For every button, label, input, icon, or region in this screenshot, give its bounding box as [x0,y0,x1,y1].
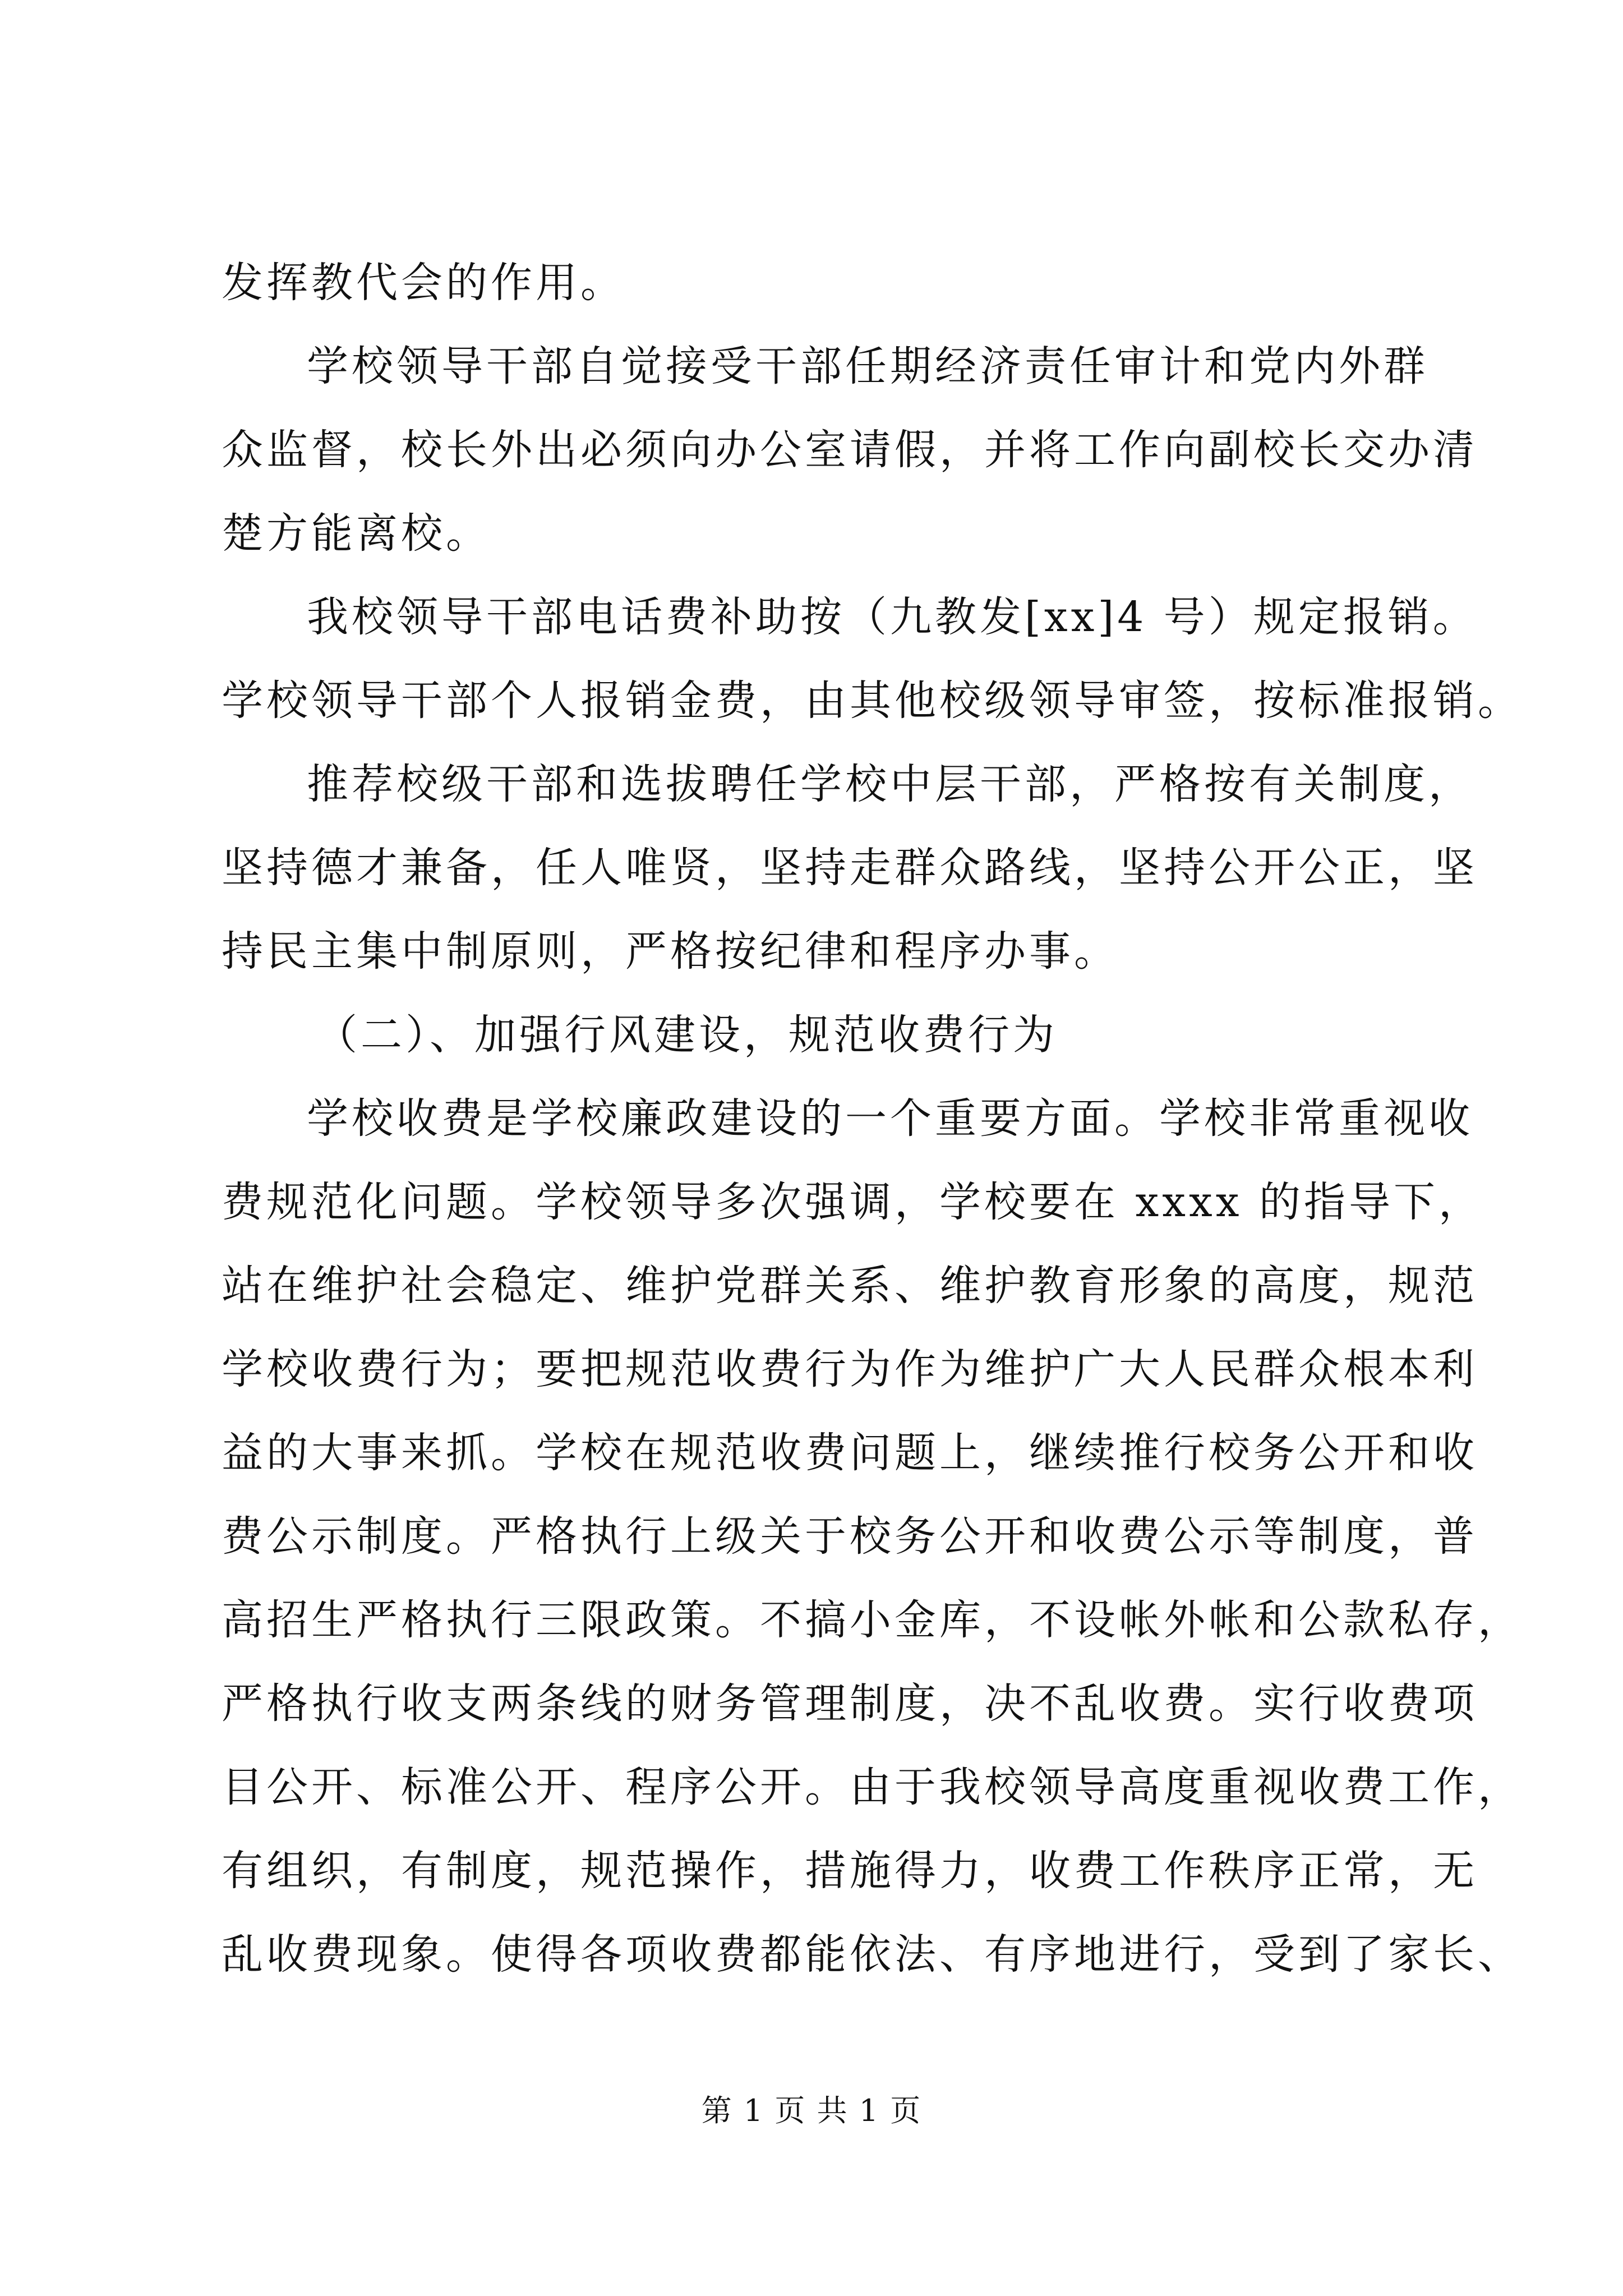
text-line-21: 乱收费现象。使得各项收费都能依法、有序地进行，受到了家长、 [222,1930,1523,1978]
section-heading: （二）、加强行风建设，规范收费行为 [316,1011,1058,1059]
text-line-19: 目公开、标准公开、程序公开。由于我校领导高度重视收费工作， [222,1763,1523,1811]
text-line-17: 高招生严格执行三限政策。不搞小金库，不设帐外帐和公款私存， [222,1596,1523,1644]
text-line-7: 推荐校级干部和选拔聘任学校中层干部，严格按有关制度， [307,760,1473,808]
text-line-8: 坚持德才兼备，任人唯贤，坚持走群众路线，坚持公开公正，坚 [222,844,1478,892]
text-line-20: 有组织，有制度，规范操作，措施得力，收费工作秩序正常，无 [222,1847,1478,1895]
text-line-12: 费规范化问题。学校领导多次强调，学校要在 xxxx 的指导下， [222,1178,1483,1226]
document-body [222,241,1523,1996]
text-line-14: 学校收费行为；要把规范收费行为作为维护广大人民群众根本利 [222,1345,1478,1393]
page-footer [0,2091,1623,2131]
text-line-5: 我校领导干部电话费补助按（九教发[xx]4 号）规定报销。 [307,593,1478,641]
text-line-4: 楚方能离校。 [222,509,491,558]
text-line-18: 严格执行收支两条线的财务管理制度，决不乱收费。实行收费项 [222,1680,1478,1728]
text-line-15: 益的大事来抓。学校在规范收费问题上，继续推行校务公开和收 [222,1429,1478,1477]
text-line-16: 费公示制度。严格执行上级关于校务公开和收费公示等制度，普 [222,1512,1478,1561]
text-line-9: 持民主集中制原则，严格按纪律和程序办事。 [222,927,1119,976]
text-line-13: 站在维护社会稳定、维护党群关系、维护教育形象的高度，规范 [222,1262,1478,1310]
text-line-6: 学校领导干部个人报销金费，由其他校级领导审签，按标准报销。 [222,677,1523,725]
page-number-label: 第 1 页 共 1 页 [701,2093,922,2128]
text-line-1: 发挥教代会的作用。 [222,259,625,307]
text-line-11: 学校收费是学校廉政建设的一个重要方面。学校非常重视收 [307,1094,1473,1143]
text-line-3: 众监督，校长外出必须向办公室请假，并将工作向副校长交办清 [222,426,1478,474]
text-line-2: 学校领导干部自觉接受干部任期经济责任审计和党内外群 [307,342,1428,390]
